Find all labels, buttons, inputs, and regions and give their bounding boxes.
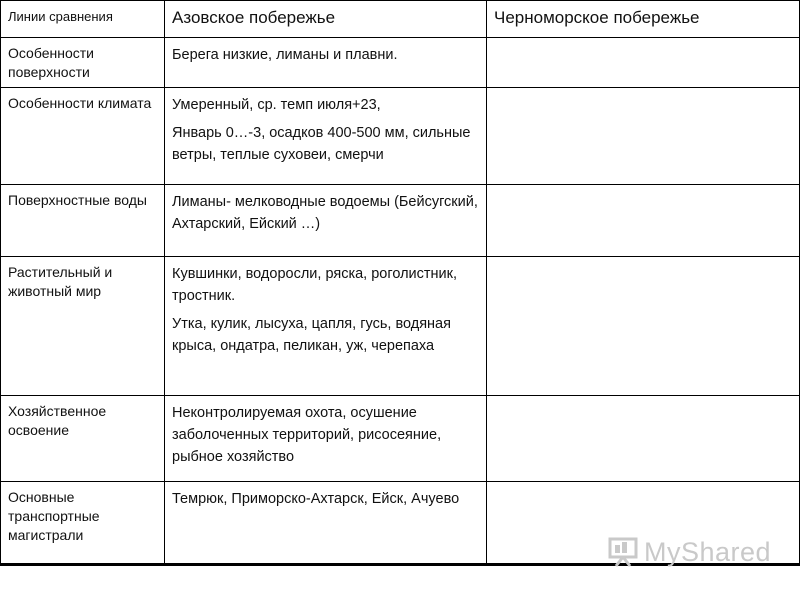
table-row (1, 38, 800, 88)
azov-text: Темрюк, Приморско-Ахтарск, Ейск, Ачуево (172, 491, 460, 507)
header-comparison-lines: Линии сравнения (1, 1, 165, 38)
azov-cell (165, 38, 487, 88)
azov-text: Январь 0…-3, осадков 400-500 мм, сильные ветры, теплые суховеи, смерчи (172, 125, 471, 163)
table-row (1, 88, 800, 185)
azov-cell (165, 482, 487, 565)
azov-cell (165, 185, 487, 257)
azov-cell (165, 257, 487, 396)
table-header-row (1, 1, 800, 38)
azov-text: Кувшинки, водоросли, ряска, роголистник, тростник. (172, 266, 458, 304)
azov-text: Утка, кулик, лысуха, цапля, гусь, водяная крыса, ондатра, пеликан, уж, черепаха (172, 316, 451, 354)
azov-text: Берега низкие, лиманы и плавни. (172, 47, 398, 63)
row-feature-label: Хозяйственное освоение (1, 396, 165, 482)
row-feature-label: Особенности климата (1, 88, 165, 185)
watermark-text: MyShared (644, 536, 772, 567)
row-feature-label: Особенности поверхности (1, 38, 165, 88)
black-sea-cell (487, 185, 800, 257)
row-feature-label: Растительный и животный мир (1, 257, 165, 396)
black-sea-cell (487, 396, 800, 482)
azov-text: Умеренный, ср. темп июля+23, (172, 97, 381, 113)
azov-cell (165, 88, 487, 185)
black-sea-cell (487, 38, 800, 88)
black-sea-cell (487, 482, 800, 565)
table-row (1, 482, 800, 565)
row-feature-label: Основные транспортные магистрали (1, 482, 165, 565)
table-row (1, 257, 800, 396)
azov-text: Лиманы- мелководные водоемы (Бейсугский, Ахтарский, Ейский …) (172, 194, 478, 232)
table-row (1, 185, 800, 257)
black-sea-cell (487, 257, 800, 396)
black-sea-cell (487, 88, 800, 185)
header-azov-coast: Азовское побережье (165, 1, 487, 38)
header-black-sea-coast: Черноморское побережье (487, 1, 800, 38)
table-row (1, 396, 800, 482)
azov-cell (165, 396, 487, 482)
azov-text: Неконтролируемая охота, осушение заболоченных территорий, рисосеяние, рыбное хозяйство (172, 405, 442, 465)
row-feature-label: Поверхностные воды (1, 185, 165, 257)
